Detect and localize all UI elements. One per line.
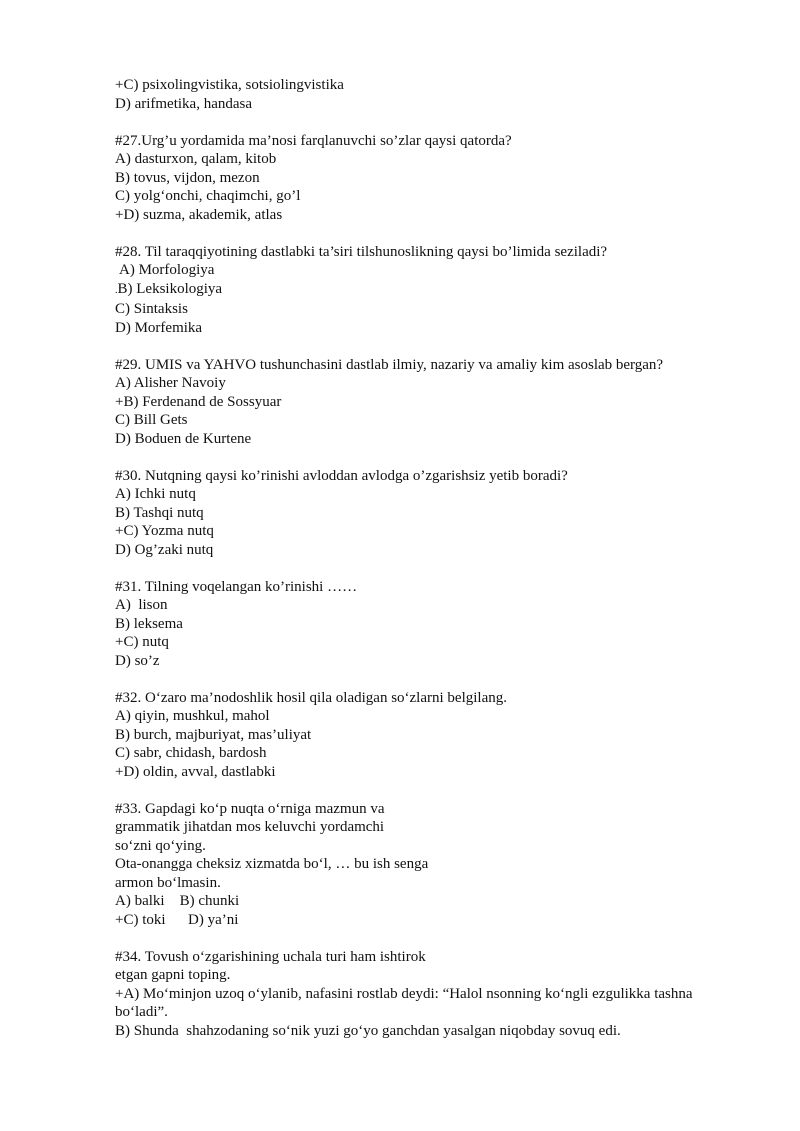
question-title-line: so‘zni qo‘ying.	[115, 837, 206, 854]
question-31	[115, 578, 755, 671]
option-b: B) Shunda shahzodaning so‘nik yuzi go‘yo ganchdan yasalgan niqobday sovuq edi.	[115, 1022, 621, 1039]
question-title: #27.Urg’u yordamida ma’nosi farqlanuvchi so’zlar qaysi qatorda?	[115, 132, 512, 149]
question-33	[115, 800, 755, 930]
question-title: #32. O‘zaro ma’nodoshlik hosil qila oladigan so‘zlarni belgilang.	[115, 689, 507, 706]
option-c: +C) Yozma nutq	[115, 523, 214, 539]
option-b: B) Leksikologiya	[117, 280, 223, 297]
option-d: +D) oldin, avval, dastlabki	[115, 763, 276, 780]
document-body	[115, 76, 755, 1040]
question-title-line: etgan gapni toping.	[115, 967, 231, 983]
option-a: A) dasturxon, qalam, kitob	[115, 151, 277, 167]
option-c: +C) nutq	[115, 634, 169, 650]
question-28	[115, 243, 755, 338]
option-c: C) yolg‘onchi, chaqimchi, go’l	[115, 188, 301, 204]
option-a: A) Morfologiya	[119, 262, 215, 278]
question-29	[115, 356, 755, 449]
option-a-line: bo‘ladi”.	[115, 1004, 168, 1020]
question-32	[115, 689, 755, 782]
question-title: #31. Tilning voqelangan ko’rinishi ……	[115, 578, 358, 595]
question-title-line: grammatik jihatdan mos keluvchi yordamchi	[115, 819, 385, 835]
options-cd: +C) toki D) ya’ni	[115, 911, 239, 928]
answer-line: +C) psixolingvistika, sotsiolingvistika	[115, 77, 344, 93]
option-b: B) leksema	[115, 615, 183, 632]
question-title: #30. Nutqning qaysi ko’rinishi avloddan avlodga o’zgarishsiz yetib boradi?	[115, 467, 568, 484]
option-c: C) sabr, chidash, bardosh	[115, 745, 267, 761]
option-c: C) Sintaksis	[115, 301, 188, 317]
option-c: C) Bill Gets	[115, 412, 188, 428]
option-d: D) so’z	[115, 652, 160, 669]
option-d: +D) suzma, akademik, atlas	[115, 206, 283, 223]
question-34	[115, 948, 755, 1041]
question-title: #29. UMIS va YAHVO tushunchasini dastlab ilmiy, nazariy va amaliy kim asoslab bergan?	[115, 356, 664, 373]
question-title: #28. Til taraqqiyotining dastlabki ta’siri tilshunoslikning qaysi bo’limida seziladi?	[115, 243, 608, 260]
option-b: B) burch, majburiyat, mas’uliyat	[115, 726, 312, 743]
option-a: A) Alisher Navoiy	[115, 375, 226, 391]
answer-line: D) arifmetika, handasa	[115, 95, 253, 112]
question-30	[115, 467, 755, 560]
option-b: B) Tashqi nutq	[115, 504, 204, 521]
option-d: D) Boduen de Kurtene	[115, 430, 252, 447]
option-a: A) qiyin, mushkul, mahol	[115, 708, 270, 724]
question-27	[115, 132, 755, 225]
option-b: B) tovus, vijdon, mezon	[115, 169, 260, 186]
question-title-line: #34. Tovush o‘zgarishining uchala turi ham ishtirok	[115, 948, 426, 965]
question-sentence-line: Ota-onangga cheksiz xizmatda bo‘l, … bu ish senga	[115, 856, 429, 872]
option-a: A) Ichki nutq	[115, 486, 196, 502]
question-title-line: #33. Gapdagi ko‘p nuqta o‘rniga mazmun va	[115, 800, 385, 817]
option-b-row	[115, 280, 755, 301]
option-d: D) Morfemika	[115, 319, 203, 336]
option-d: D) Og’zaki nutq	[115, 541, 214, 558]
stray-mark: .	[115, 284, 118, 296]
question-sentence-line: armon bo‘lmasin.	[115, 874, 221, 891]
options-ab: A) balki B) chunki	[115, 893, 240, 909]
option-b: +B) Ferdenand de Sossyuar	[115, 393, 282, 410]
option-a: A) lison	[115, 597, 168, 613]
option-a-line: +A) Mo‘minjon uzoq o‘ylanib, nafasini rostlab deydi: “Halol nsonning ko‘ngli ezgulikka tashna	[115, 985, 693, 1002]
